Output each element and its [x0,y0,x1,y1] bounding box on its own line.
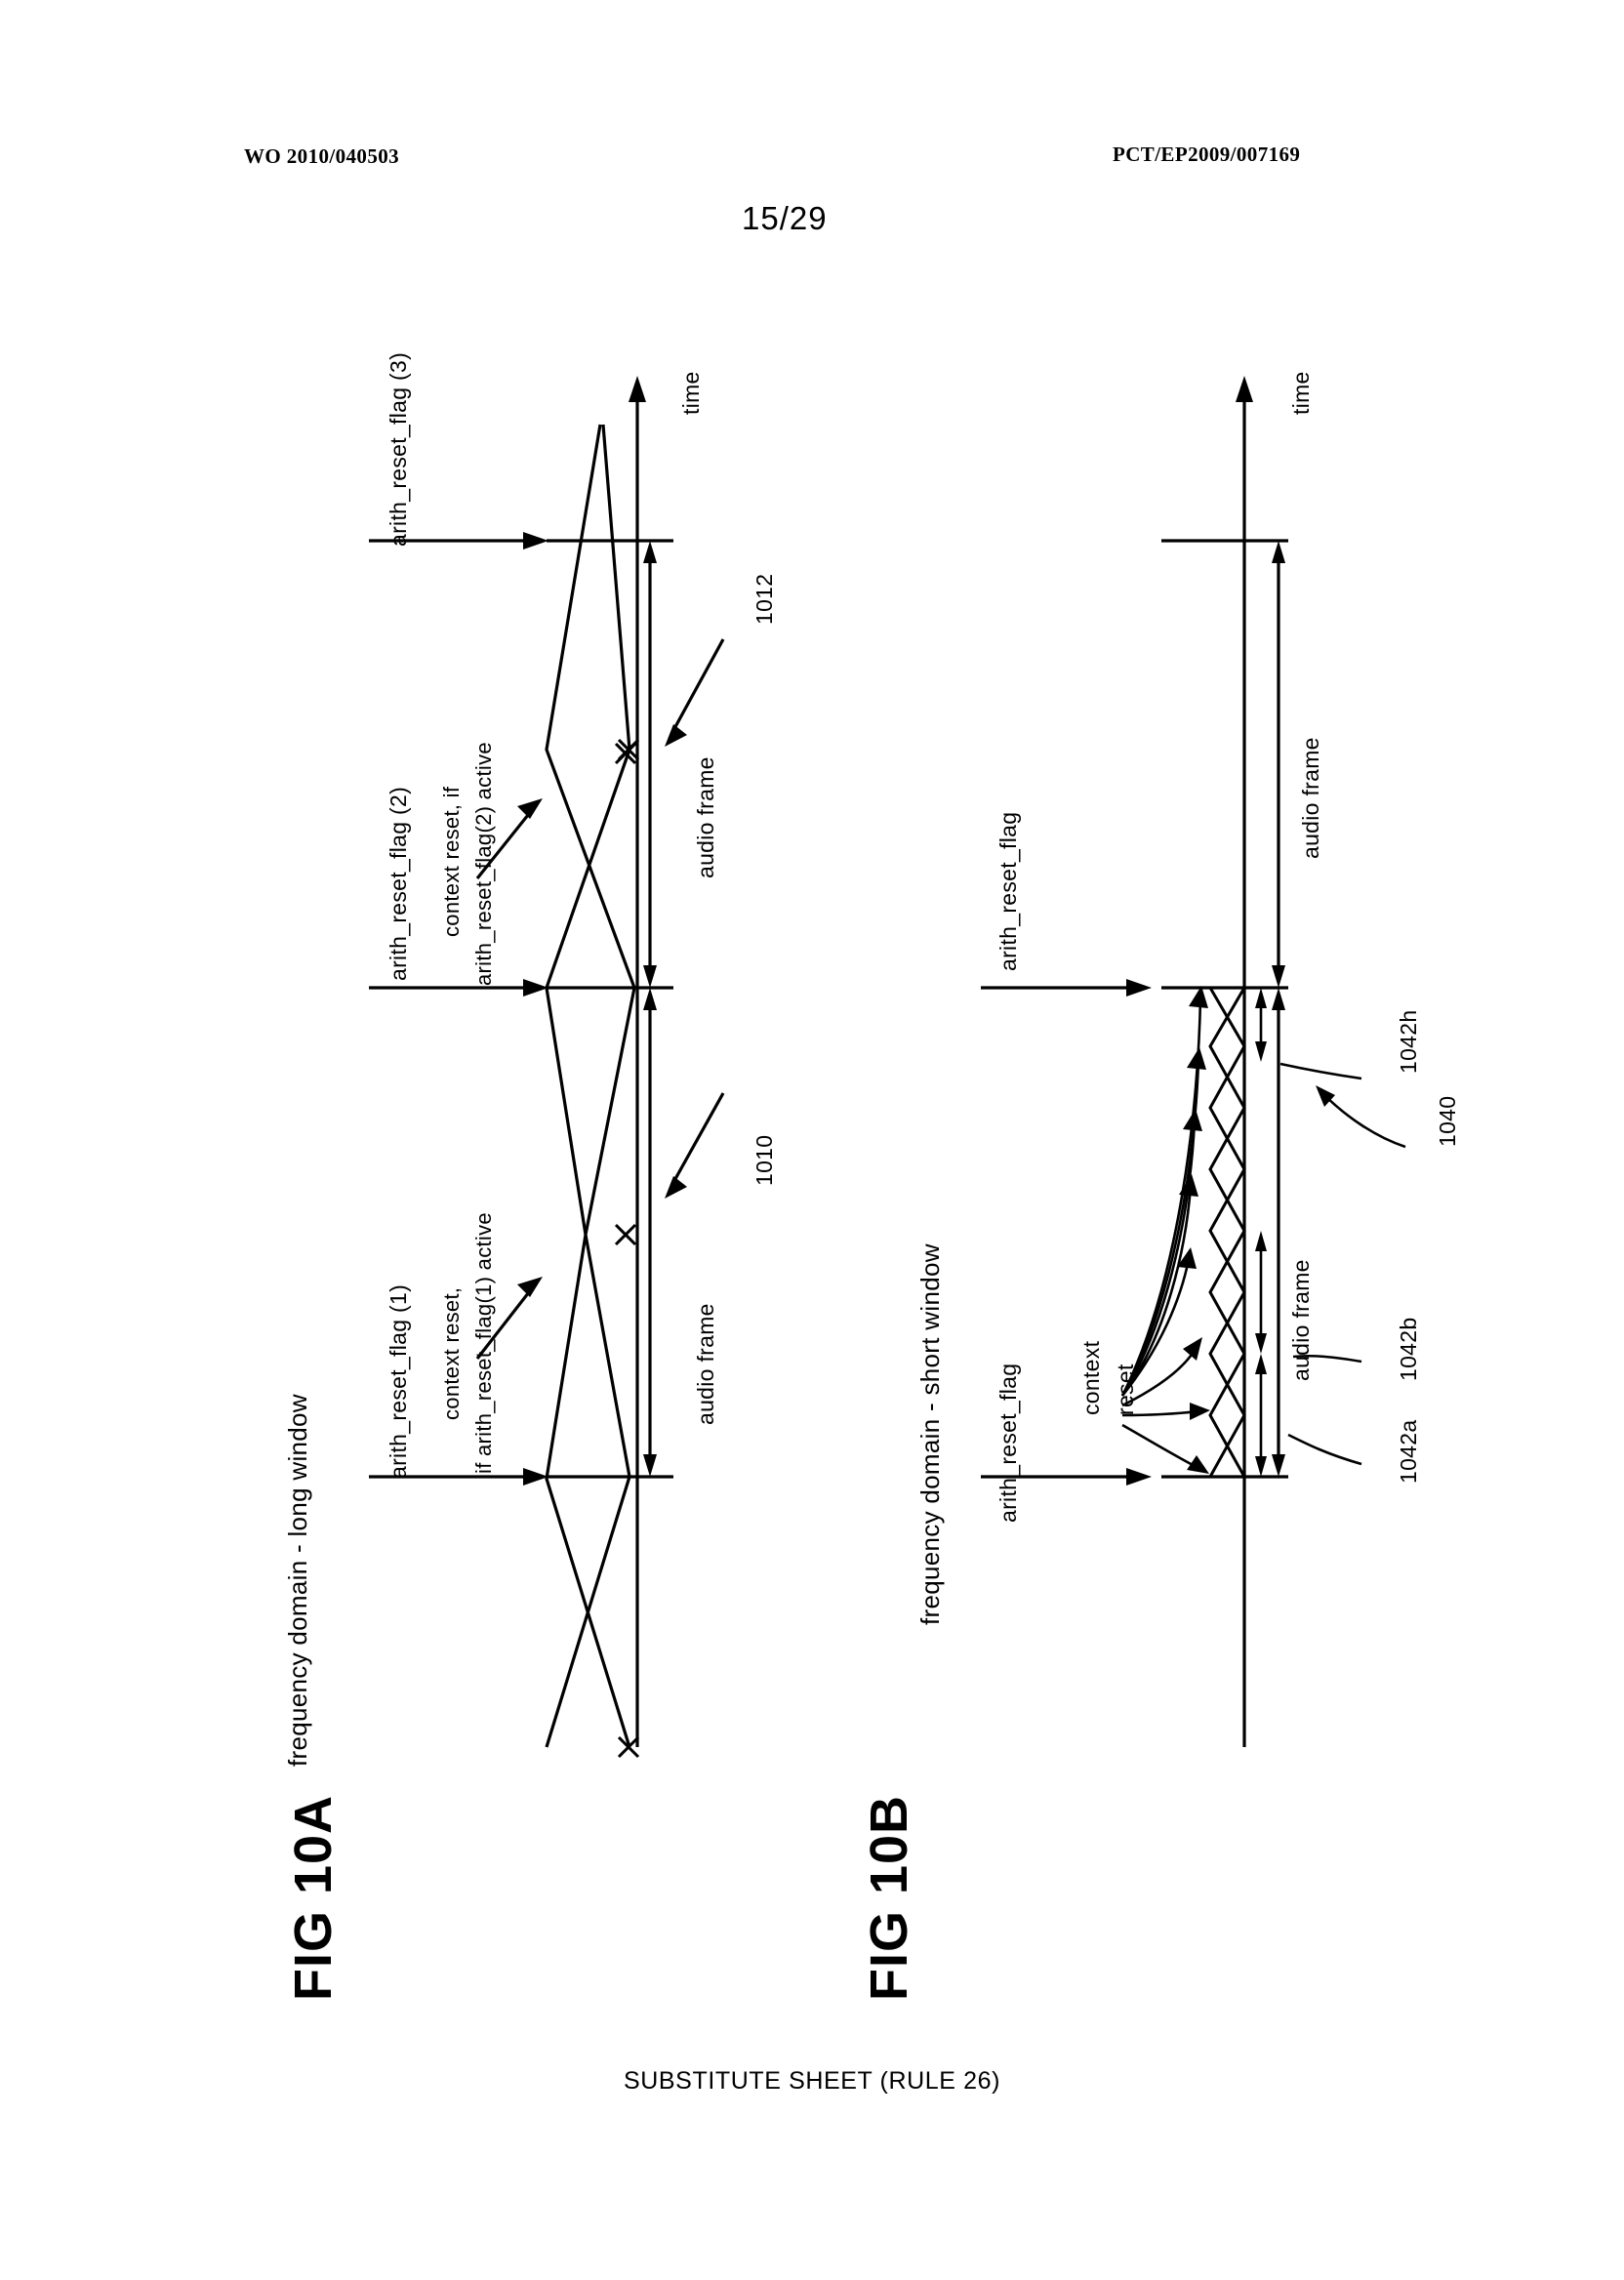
application-number: PCT/EP2009/007169 [1113,142,1301,166]
frame-label-10b-1: audio frame [1288,1259,1314,1381]
publication-number: WO 2010/040503 [244,144,400,168]
ref-1042b: 1042b [1396,1317,1421,1381]
annotation-10a-1a: context reset, [439,1286,464,1420]
ref-1042h: 1042h [1396,1009,1421,1074]
flag-label-10a-2: arith_reset_flag (2) [386,786,411,981]
figure-caption-10a: frequency domain - long window [283,1394,312,1767]
annotation-10a-1b: if arith_reset_flag(1) active [471,1212,496,1474]
figure-label-10b: FIG 10B [860,1794,918,2001]
sheet-number: 15/29 [742,200,828,236]
flag-label-10b-2: arith_reset_flag [995,811,1021,971]
axis-label-time-10b: time [1288,371,1314,415]
frame-ref-10a-2: 1012 [751,573,777,625]
annotation-10b-1: context [1078,1340,1104,1415]
footer-text: SUBSTITUTE SHEET (RULE 26) [623,2067,1001,2095]
flag-label-10a-3: arith_reset_flag (3) [386,351,411,547]
frame-label-10a-2: audio frame [693,756,718,878]
flag-label-10b-1: arith_reset_flag [995,1363,1021,1523]
frame-ref-10a-1: 1010 [751,1134,777,1186]
frame-label-10b-2: audio frame [1298,737,1323,859]
ref-1040: 1040 [1435,1095,1460,1147]
flag-label-10a-1: arith_reset_flag (1) [386,1283,411,1479]
axis-label-time-10a: time [678,371,704,415]
frame-label-10a-1: audio frame [693,1303,718,1425]
figure-caption-10b: frequency domain - short window [915,1243,945,1625]
ref-1042a: 1042a [1396,1419,1421,1484]
figure-label-10a: FIG 10A [284,1794,343,2001]
annotation-10a-2a: context reset, if [439,786,464,937]
annotation-10a-2b: arith_reset_flag(2) active [471,742,496,986]
annotation-10b-2: reset [1113,1364,1138,1415]
